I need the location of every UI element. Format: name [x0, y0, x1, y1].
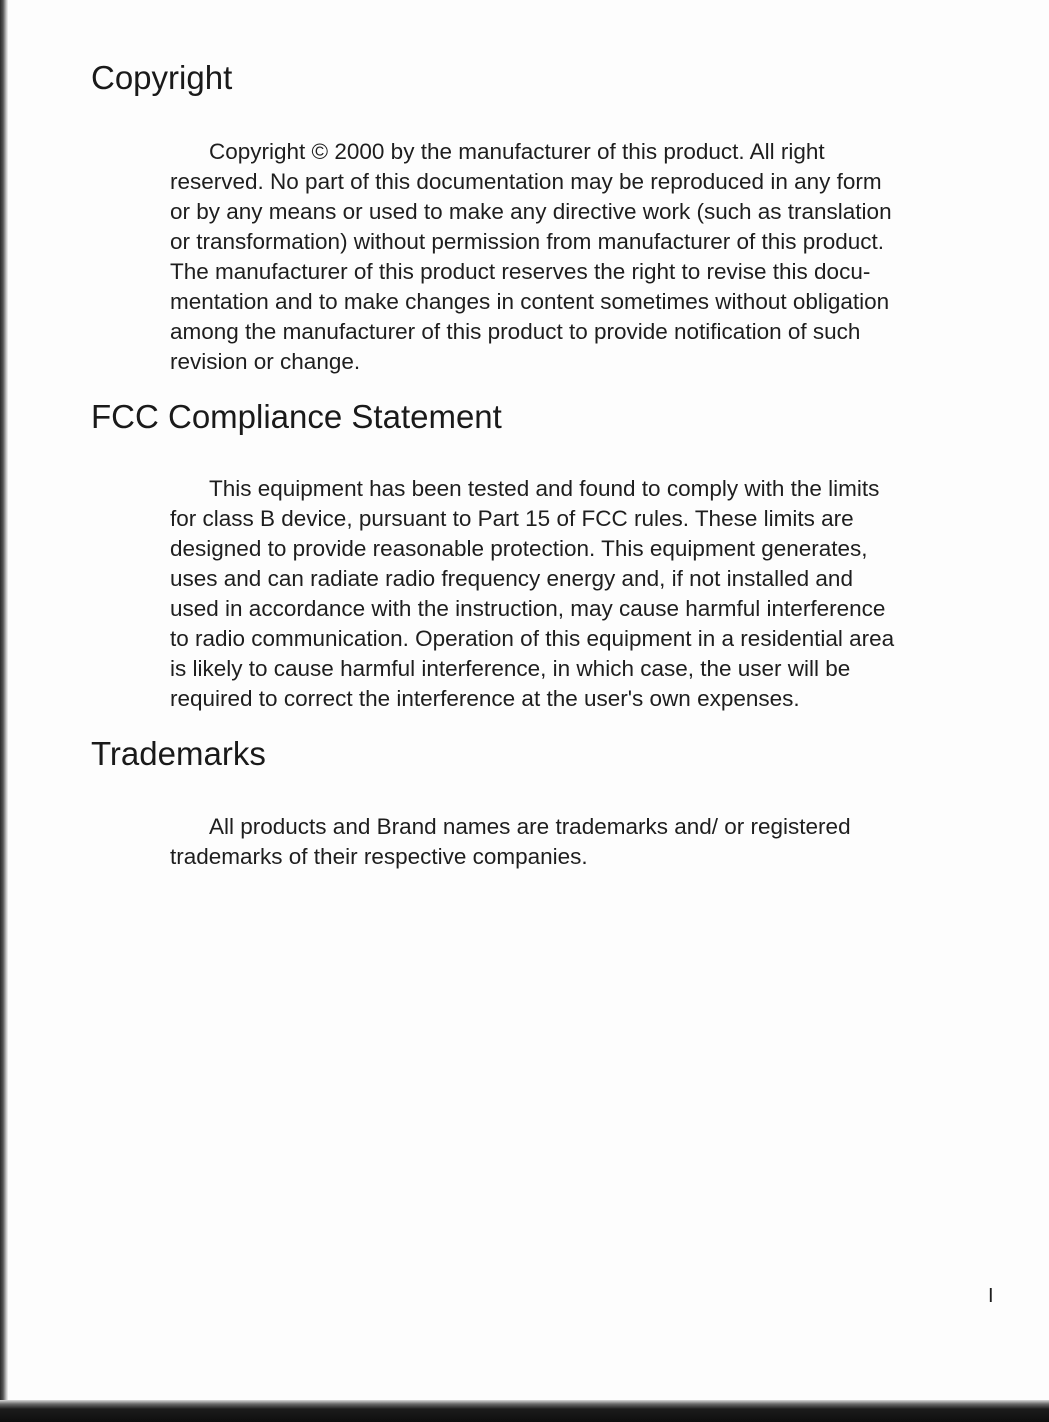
copyright-line: among the manufacturer of this product to provide notification of such — [170, 319, 861, 344]
fcc-line: required to correct the interference at the user's own expenses. — [170, 686, 800, 711]
copyright-line: or transformation) without permission from manufacturer of this product. — [170, 229, 885, 254]
fcc-line: is likely to cause harmful interference, in which case, the user will be — [170, 656, 851, 681]
scan-bottom-edge — [0, 1400, 1049, 1422]
copyright-line: or by any means or used to make any directive work (such as translation — [170, 199, 892, 224]
fcc-paragraph — [170, 474, 1010, 714]
copyright-line: The manufacturer of this product reserves the right to revise this docu- — [170, 259, 871, 284]
fcc-line: to radio communication. Operation of this equipment in a residential area — [170, 626, 895, 651]
page-number: I — [988, 1285, 994, 1307]
copyright-line: revision or change. — [170, 349, 361, 374]
copyright-heading: Copyright — [91, 59, 233, 96]
fcc-line: This equipment has been tested and found to comply with the limits — [209, 476, 880, 501]
copyright-line: mentation and to make changes in content sometimes without obligation — [170, 289, 890, 314]
trademarks-paragraph — [170, 812, 1010, 872]
copyright-line: Copyright © 2000 by the manufacturer of this product. All right — [209, 139, 825, 164]
copyright-line: reserved. No part of this documentation may be reproduced in any form — [170, 169, 882, 194]
fcc-line: for class B device, pursuant to Part 15 of FCC rules. These limits are — [170, 506, 854, 531]
fcc-line: used in accordance with the instruction, may cause harmful interference — [170, 596, 886, 621]
trademarks-line: trademarks of their respective companies. — [170, 844, 588, 869]
fcc-heading: FCC Compliance Statement — [91, 398, 502, 435]
fcc-line: uses and can radiate radio frequency energy and, if not installed and — [170, 566, 853, 591]
scan-binding-edge — [0, 0, 8, 1400]
fcc-line: designed to provide reasonable protection. This equipment generates, — [170, 536, 868, 561]
copyright-paragraph — [170, 137, 1010, 377]
trademarks-line: All products and Brand names are trademarks and/ or registered — [209, 814, 851, 839]
trademarks-heading: Trademarks — [91, 735, 266, 772]
